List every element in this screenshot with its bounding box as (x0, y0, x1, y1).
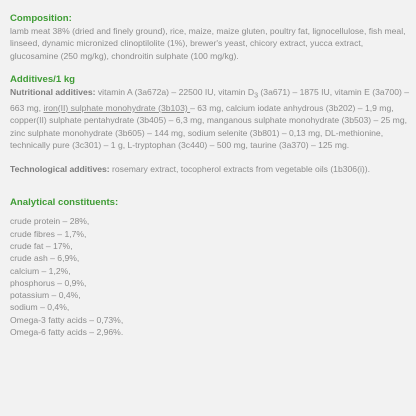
technological-section (10, 163, 410, 175)
composition-text: lamb meat 38% (dried and finely ground), rice, maize, maize gluten, poultry fat, lignocellulose, fish meal, linseed, dynamic micronized clinoptilolite (1%), brewer's yeast, chicory extract, yucca extract, glucosamine (250 mg/kg), chondroitin sulphate (100 mg/kg). (10, 26, 406, 61)
additives-heading: Additives/1 kg (10, 73, 76, 85)
analytical-item: crude fibres – 1,7%, (10, 228, 87, 239)
nutritional-additives-paragraph (10, 86, 410, 151)
nutritional-text-part1: vitamin A (3a672a) – 22500 IU, vitamin D (95, 86, 255, 97)
iron-sulphate-link[interactable]: iron(II) sulphate monohydrate (3b103) (43, 102, 191, 113)
analytical-list (10, 215, 410, 338)
technological-additives-text: rosemary extract, tocopherol extracts from vegetable oils (1b306(i)). (109, 164, 370, 175)
product-description (10, 12, 410, 338)
analytical-item: phosphorus – 0,9%, (10, 277, 87, 288)
analytical-item: crude ash – 6,9%, (10, 253, 80, 264)
nutritional-text-part3: – 63 mg, calcium iodate anhydrous (3b202) – 1,9 mg, copper(II) sulphate pentahydrate (3b405) – 6,3 mg, manganous sulphate monohydrate (3b503) – 25 mg, zinc sulphate monohydrate (3b605) – 144 mg, sodium selenite (3b801) – 0,13 mg, DL-methionine, technically pure (3c301) – 1 g, L-tryptophan (3c440) – 500 mg, taurine (3a370) – 125 mg. (10, 102, 407, 150)
nutritional-additives-label: Nutritional additives: (10, 86, 96, 97)
vitamin-d-subscript: 3 (254, 91, 259, 100)
analytical-item: crude protein – 28%, (10, 216, 90, 227)
nutritional-text-part2: (3a671) – 1875 IU, vitamin E (3a700) – 663 mg, (10, 86, 409, 113)
analytical-item: crude fat – 17%, (10, 240, 73, 251)
analytical-item: potassium – 0,4%, (10, 290, 81, 301)
analytical-item: Omega-6 fatty acids – 2,96%. (10, 327, 124, 338)
analytical-item: Omega-3 fatty acids – 0,73%, (10, 314, 124, 325)
analytical-item: calcium – 1,2%, (10, 265, 71, 276)
composition-section (10, 12, 410, 62)
analytical-section (10, 196, 410, 338)
technological-additives-paragraph (10, 163, 410, 175)
additives-section (10, 73, 410, 151)
composition-heading: Composition: (10, 13, 72, 24)
analytical-item: sodium – 0,4%, (10, 302, 70, 313)
analytical-heading: Analytical constituents: (10, 197, 119, 209)
technological-additives-label: Technological additives: (10, 164, 110, 175)
